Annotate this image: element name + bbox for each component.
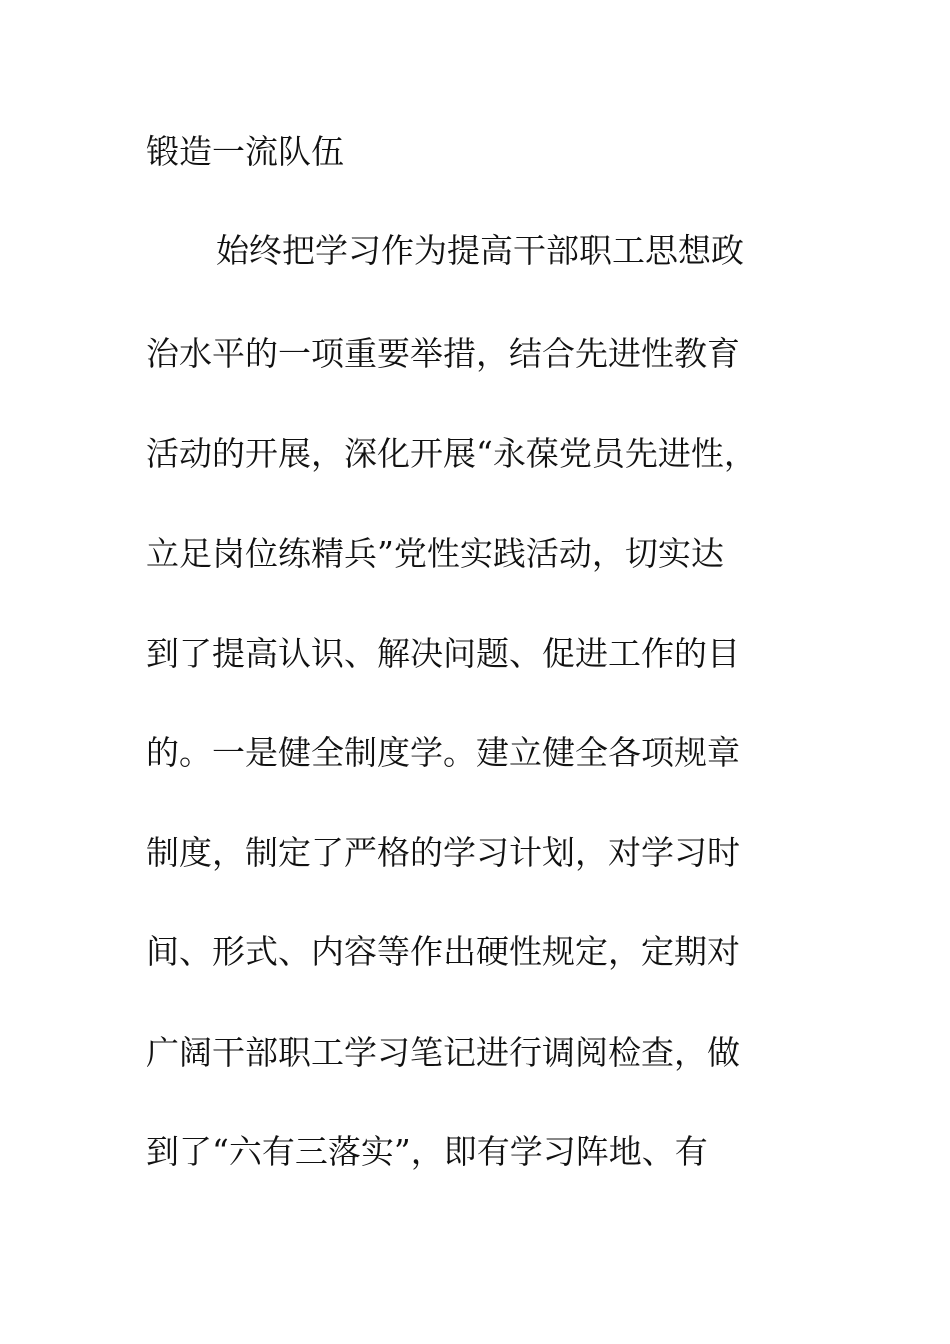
paragraph-line-5: 到了提高认识、解决问题、促进工作的目 [146,634,740,673]
paragraph-line-1: 始终把学习作为提高干部职工思想政 [216,231,744,270]
paragraph-line-3: 活动的开展，深化开展“永葆党员先进性， [146,434,757,473]
paragraph-line-10: 到了“六有三落实”，即有学习阵地、有 [146,1132,708,1171]
paragraph-line-7: 制度，制定了严格的学习计划，对学习时 [146,833,740,872]
paragraph-line-6: 的。一是健全制度学。建立健全各项规章 [146,733,740,772]
section-heading: 锻造一流队伍 [146,132,344,171]
paragraph-line-2: 治水平的一项重要举措，结合先进性教育 [146,334,740,373]
paragraph-line-4: 立足岗位练精兵”党性实践活动，切实达 [146,534,724,573]
paragraph-line-9: 广阔干部职工学习笔记进行调阅检查，做 [146,1033,740,1072]
paragraph-line-8: 间、形式、内容等作出硬性规定，定期对 [146,932,740,971]
